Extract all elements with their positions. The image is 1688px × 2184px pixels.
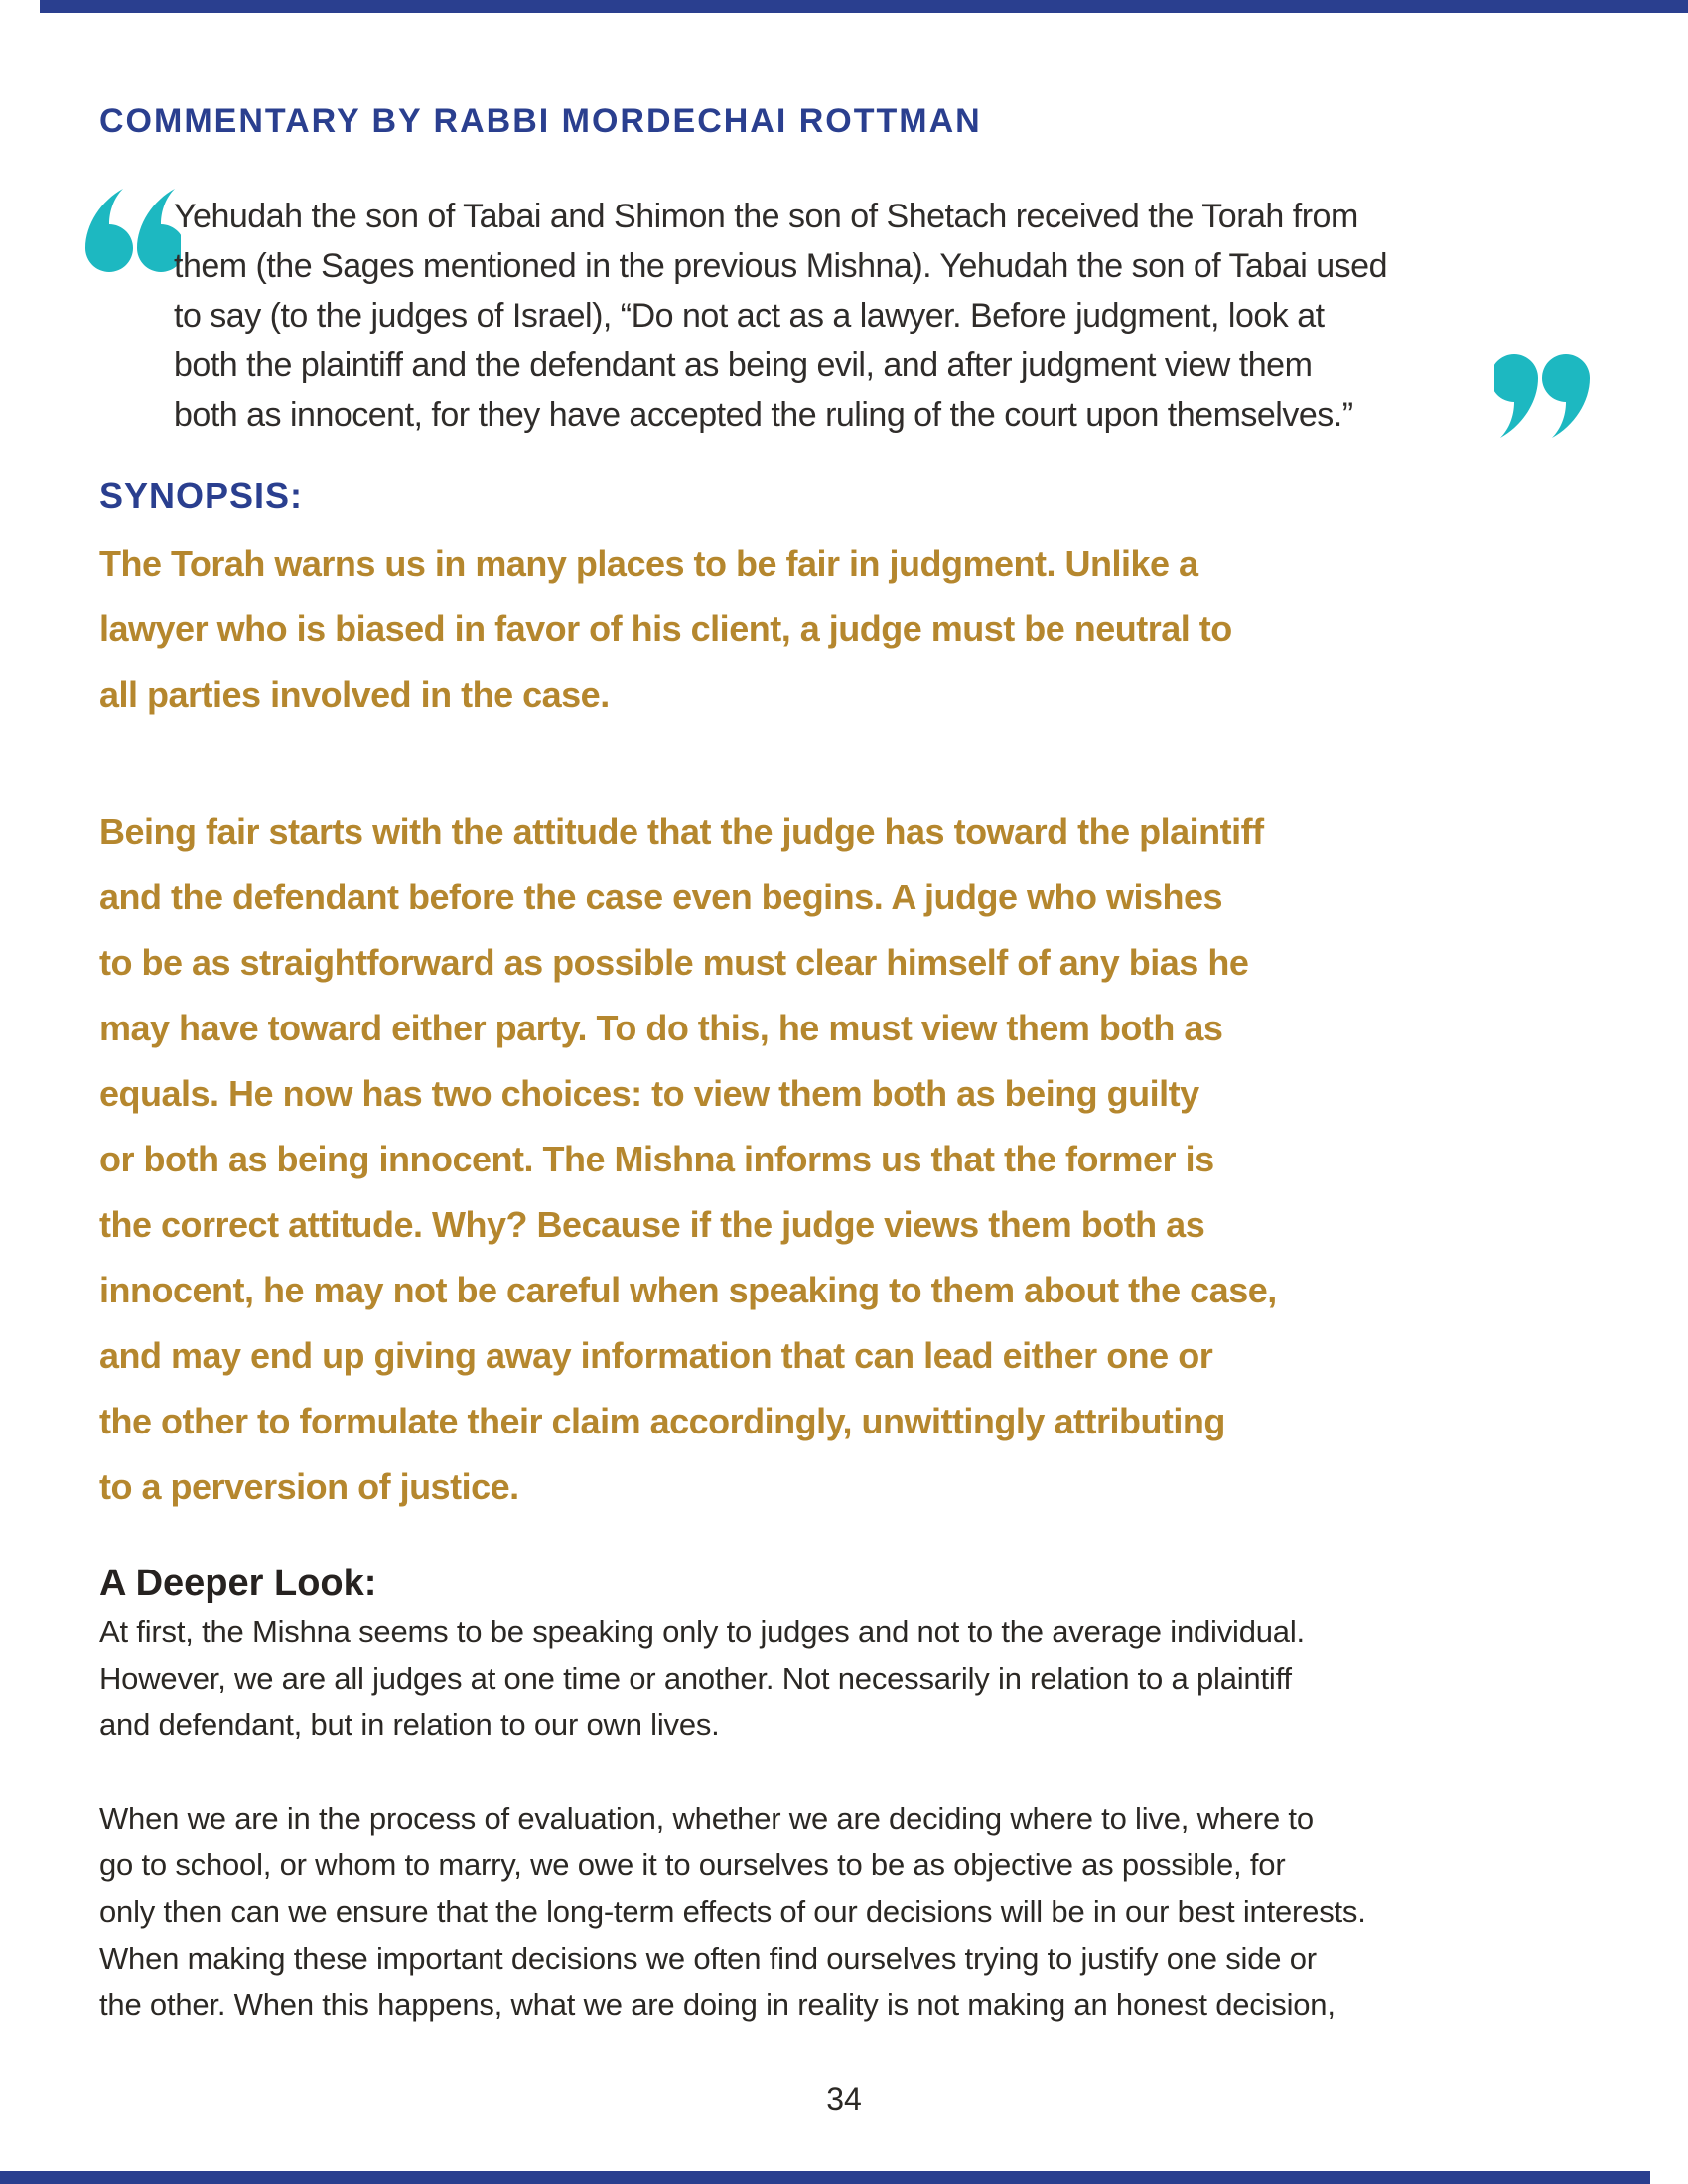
synopsis-line: Being fair starts with the attitude that the judge has toward the plaintiff bbox=[99, 811, 1264, 852]
synopsis-line: lawyer who is biased in favor of his client, a judge must be neutral to bbox=[99, 609, 1232, 649]
close-quote-icon bbox=[1494, 345, 1594, 440]
body-line: When we are in the process of evaluation, whether we are deciding where to live, where to bbox=[99, 1801, 1314, 1836]
synopsis-paragraph-2 bbox=[99, 799, 1277, 1520]
deeper-look-paragraph-1 bbox=[99, 1608, 1305, 1748]
synopsis-heading: SYNOPSIS: bbox=[99, 476, 304, 516]
body-line: only then can we ensure that the long-term effects of our decisions will be in our best interests. bbox=[99, 1894, 1366, 1929]
synopsis-paragraph-1 bbox=[99, 531, 1232, 728]
synopsis-line: equals. He now has two choices: to view them both as being guilty bbox=[99, 1073, 1199, 1114]
body-line: go to school, or whom to marry, we owe it to ourselves to be as objective as possible, for bbox=[99, 1847, 1286, 1882]
mishna-quote bbox=[174, 192, 1494, 440]
synopsis-line: or both as being innocent. The Mishna informs us that the former is bbox=[99, 1139, 1214, 1179]
synopsis-line: The Torah warns us in many places to be fair in judgment. Unlike a bbox=[99, 543, 1198, 584]
page-number: 34 bbox=[826, 2081, 862, 2116]
synopsis-line: the correct attitude. Why? Because if the judge views them both as bbox=[99, 1204, 1205, 1245]
synopsis-line: and the defendant before the case even begins. A judge who wishes bbox=[99, 877, 1223, 917]
quote-line: them (the Sages mentioned in the previous Mishna). Yehudah the son of Tabai used bbox=[174, 247, 1388, 285]
deeper-look-heading: A Deeper Look: bbox=[99, 1563, 377, 1604]
quote-line: both the plaintiff and the defendant as being evil, and after judgment view them bbox=[174, 346, 1313, 384]
synopsis-line: all parties involved in the case. bbox=[99, 674, 610, 715]
quote-line: Yehudah the son of Tabai and Shimon the son of Shetach received the Torah from bbox=[174, 198, 1358, 235]
body-line: and defendant, but in relation to our own lives. bbox=[99, 1707, 720, 1742]
open-quote-icon bbox=[81, 187, 181, 281]
quote-line: to say (to the judges of Israel), “Do not act as a lawyer. Before judgment, look at bbox=[174, 297, 1325, 335]
body-line: the other. When this happens, what we are doing in reality is not making an honest decision, bbox=[99, 1987, 1336, 2022]
deeper-look-paragraph-2 bbox=[99, 1795, 1366, 2028]
body-line: At first, the Mishna seems to be speaking only to judges and not to the average individual. bbox=[99, 1614, 1305, 1649]
synopsis-line: the other to formulate their claim accordingly, unwittingly attributing bbox=[99, 1401, 1225, 1441]
bottom-rule bbox=[0, 2171, 1650, 2184]
synopsis-line: to a perversion of justice. bbox=[99, 1466, 519, 1507]
top-rule bbox=[40, 0, 1688, 13]
body-line: However, we are all judges at one time or another. Not necessarily in relation to a plaintiff bbox=[99, 1661, 1292, 1696]
synopsis-line: innocent, he may not be careful when speaking to them about the case, bbox=[99, 1270, 1277, 1310]
synopsis-line: to be as straightforward as possible must clear himself of any bias he bbox=[99, 942, 1249, 983]
synopsis-line: and may end up giving away information that can lead either one or bbox=[99, 1335, 1213, 1376]
synopsis-line: may have toward either party. To do this, he must view them both as bbox=[99, 1008, 1223, 1048]
quote-line: both as innocent, for they have accepted the ruling of the court upon themselves.” bbox=[174, 396, 1353, 434]
page-title: COMMENTARY BY RABBI MORDECHAI ROTTMAN bbox=[99, 102, 982, 140]
body-line: When making these important decisions we often find ourselves trying to justify one side or bbox=[99, 1941, 1317, 1976]
